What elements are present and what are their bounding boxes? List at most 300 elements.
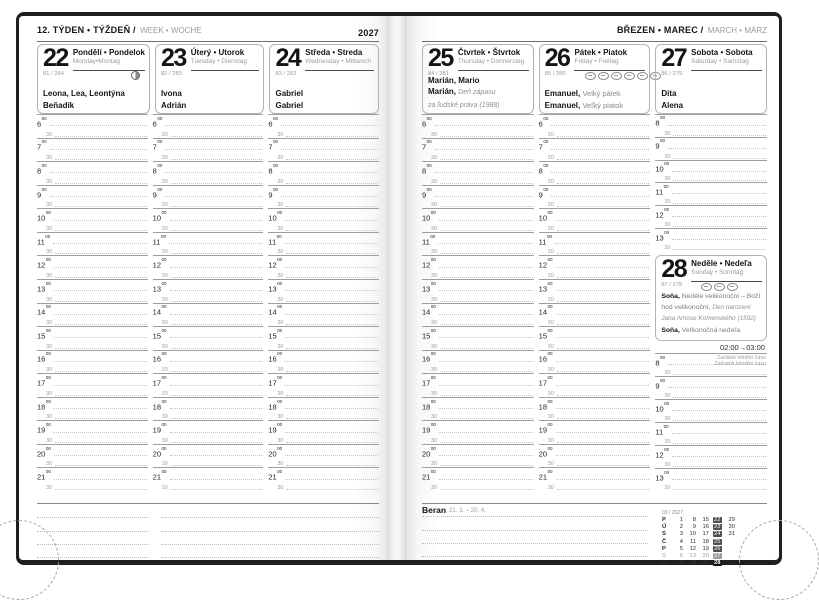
name-day-line <box>545 87 647 98</box>
month-title-intl: MARCH • MÄRZ <box>707 26 767 35</box>
hour-block-10 <box>153 208 264 232</box>
hour-minutes-superscript: 00 <box>276 233 282 239</box>
half-hour-label: 30 <box>431 414 438 421</box>
half-hour-label: 30 <box>664 370 671 376</box>
hour-block-10 <box>539 208 651 232</box>
holiday-badge-icon <box>701 283 712 291</box>
day-cards-right <box>422 44 767 114</box>
writing-line <box>170 479 263 480</box>
left-page-header <box>37 24 379 42</box>
writing-line <box>440 418 533 419</box>
writing-line <box>551 172 649 173</box>
writing-line <box>281 125 378 126</box>
hour-minutes-superscript: 00 <box>161 351 167 357</box>
notes-line <box>422 531 648 544</box>
hour-block-20 <box>37 444 148 468</box>
writing-line <box>171 371 263 372</box>
hour-minutes-superscript: 00 <box>543 139 549 145</box>
writing-line <box>170 220 263 221</box>
hour-block-8 <box>153 161 264 185</box>
hour-minutes-superscript: 00 <box>660 138 666 144</box>
half-hour-row <box>539 198 651 208</box>
half-hour-label: 30 <box>161 485 168 491</box>
half-hour-label: 30 <box>431 131 438 138</box>
name-day-entries <box>661 290 762 335</box>
hour-row <box>268 374 379 386</box>
dst-change-labels <box>714 355 766 367</box>
day-name <box>458 48 529 71</box>
half-hour-row <box>153 198 264 208</box>
hour-row <box>37 398 148 410</box>
holiday-badge-icon <box>714 283 725 291</box>
hour-minutes-superscript: 00 <box>277 304 283 310</box>
hour-row <box>268 162 379 174</box>
hour-label: $11^{00}$ <box>422 233 436 247</box>
hour-block-12 <box>268 255 379 279</box>
half-hour-label: 30 <box>277 390 284 397</box>
name-day-entries <box>661 87 763 110</box>
mini-calendar-highlight: 28 <box>714 560 721 567</box>
hour-block-15 <box>153 326 264 350</box>
writing-line <box>673 158 766 159</box>
day-name-intl: Monday•Montag <box>72 58 120 65</box>
writing-line <box>438 243 532 244</box>
hour-minutes-superscript: 00 <box>161 257 167 263</box>
half-hour-label: 30 <box>664 485 671 491</box>
hour-block-9 <box>655 137 767 160</box>
hour-label: $11^{00}$ <box>268 233 282 247</box>
hour-row <box>422 256 534 268</box>
writing-line <box>556 385 650 386</box>
hour-label: $14^{00}$ <box>268 304 283 317</box>
half-hour-row <box>268 245 379 255</box>
hour-minutes-superscript: 00 <box>277 280 283 286</box>
hour-label: $14^{00}$ <box>422 304 436 317</box>
half-hour-label: 30 <box>547 155 554 162</box>
half-hour-label: 30 <box>431 367 438 374</box>
writing-line <box>54 267 147 268</box>
time-grid <box>268 114 379 491</box>
notes-area-left <box>37 505 379 558</box>
text-segment: Emanuel, <box>544 100 583 110</box>
hour-minutes-superscript: 00 <box>547 375 553 380</box>
hour-block-17 <box>268 373 379 397</box>
writing-line <box>54 479 147 480</box>
hour-block-11 <box>37 232 148 256</box>
hour-label: $9^{00}$ <box>538 186 549 199</box>
text-segment: Soňa, <box>661 293 682 300</box>
hour-minutes-superscript: 00 <box>546 233 552 239</box>
hour-row <box>153 327 264 339</box>
half-hour-row <box>422 339 534 349</box>
hour-block-12 <box>539 255 651 279</box>
writing-line <box>286 324 378 325</box>
hour-minutes-superscript: 00 <box>543 162 549 168</box>
day-of-year-counter: 84 / 281 <box>428 71 449 77</box>
writing-line <box>672 479 766 480</box>
writing-line <box>285 337 378 338</box>
time-grids-left <box>37 114 379 491</box>
half-hour-row <box>268 269 379 279</box>
hour-minutes-superscript: 00 <box>430 210 436 216</box>
holiday-badge-icon <box>611 72 622 80</box>
writing-line <box>171 489 263 490</box>
day-number: 26 <box>544 44 570 72</box>
writing-line <box>286 183 378 184</box>
mini-calendar-cell: 15 <box>702 517 709 523</box>
half-hour-row <box>37 481 148 491</box>
hour-label: $18^{00}$ <box>37 398 51 412</box>
writing-line <box>286 442 378 443</box>
notes-line <box>161 545 379 558</box>
day-name-intl: Friday • Freitag <box>574 58 619 65</box>
hour-label: $19^{00}$ <box>152 422 167 435</box>
notes-line <box>161 532 379 545</box>
hour-block-21 <box>422 467 534 491</box>
hour-row <box>37 304 148 316</box>
hour-row <box>655 469 767 481</box>
time-grid <box>422 114 534 491</box>
hour-label: $12^{00}$ <box>655 446 670 459</box>
hour-row <box>422 351 534 363</box>
writing-line <box>286 395 378 396</box>
saturday-sunday-column <box>655 114 767 491</box>
half-hour-row <box>422 198 534 208</box>
hour-label: $8^{00}$ <box>152 162 163 176</box>
half-hour-label: 30 <box>547 225 554 232</box>
writing-line <box>673 226 766 227</box>
hour-block-13 <box>655 228 767 251</box>
hour-label: $19^{00}$ <box>37 422 51 435</box>
half-hour-row <box>539 127 651 137</box>
hour-label: $20^{00}$ <box>268 445 283 459</box>
writing-line <box>286 206 378 207</box>
hour-block-21 <box>37 467 148 491</box>
half-hour-row <box>37 363 148 373</box>
hour-row <box>153 280 264 292</box>
day-name-local: Středa • Streda <box>305 48 363 57</box>
writing-line <box>171 159 263 160</box>
writing-line <box>557 348 650 349</box>
writing-line <box>55 465 147 466</box>
name-day-entries <box>275 87 375 110</box>
writing-line <box>555 243 649 244</box>
writing-line <box>170 337 263 338</box>
hour-block-20 <box>153 444 264 468</box>
half-hour-label: 30 <box>161 225 168 232</box>
half-hour-label: 30 <box>46 272 53 279</box>
hour-row <box>153 162 264 174</box>
hour-minutes-superscript: 00 <box>45 375 51 380</box>
hour-block-12 <box>37 255 148 279</box>
half-hour-row <box>655 150 767 160</box>
hour-minutes-superscript: 00 <box>277 445 283 451</box>
half-hour-label: 30 <box>46 155 53 162</box>
hour-label: $14^{00}$ <box>152 304 167 317</box>
writing-line <box>171 230 263 231</box>
hour-label: $15^{00}$ <box>268 327 283 341</box>
hour-minutes-superscript: 00 <box>430 280 436 286</box>
name-day-line <box>661 87 763 98</box>
text-segment: Gabriel <box>275 89 304 99</box>
half-hour-row <box>153 151 264 161</box>
half-hour-label: 30 <box>547 414 554 421</box>
day-number: 22 <box>43 44 68 72</box>
writing-line <box>171 253 263 254</box>
name-day-line <box>161 87 261 98</box>
half-hour-label: 30 <box>431 178 438 185</box>
hour-minutes-superscript: 00 <box>277 351 283 357</box>
writing-line <box>439 432 533 433</box>
half-hour-row <box>655 218 767 228</box>
half-hour-label: 30 <box>277 437 284 444</box>
writing-line <box>440 395 533 396</box>
hour-minutes-superscript: 00 <box>663 183 669 189</box>
half-hour-row <box>539 363 651 373</box>
hour-row <box>37 233 148 245</box>
hour-block-12 <box>655 205 767 228</box>
hour-minutes-superscript: 00 <box>426 186 432 192</box>
mini-calendar-cell: 10 <box>689 531 696 538</box>
hour-label: $6^{00}$ <box>422 115 432 129</box>
dst-change-time: 02:00→03:00 <box>719 343 765 352</box>
name-day-line <box>161 99 261 110</box>
half-hour-row <box>153 316 264 326</box>
hour-minutes-superscript: 00 <box>45 469 51 475</box>
hour-row <box>268 233 379 245</box>
hour-block-10 <box>655 399 767 422</box>
half-hour-row <box>422 269 534 279</box>
half-hour-label: 30 <box>664 416 671 422</box>
dst-label-sk: Začiatok letného času <box>714 361 766 368</box>
day-number: 24 <box>275 44 301 72</box>
hour-row <box>655 206 767 218</box>
hour-row <box>153 374 264 386</box>
half-hour-label: 30 <box>277 225 284 232</box>
writing-line <box>557 301 650 302</box>
mini-calendar-cell: 12 <box>689 545 696 552</box>
hour-label: $18^{00}$ <box>268 398 283 412</box>
half-hour-row <box>268 363 379 373</box>
name-day-entries <box>545 87 647 110</box>
mini-calendar-day-label: S <box>662 531 666 538</box>
writing-line <box>54 290 147 291</box>
hour-block-10 <box>37 208 148 232</box>
hour-row <box>539 374 651 386</box>
hour-row <box>539 186 651 198</box>
writing-line <box>557 465 650 466</box>
mini-calendar-cell: 31 <box>728 531 735 538</box>
diary-cover <box>16 12 782 565</box>
half-hour-label: 30 <box>431 343 438 350</box>
writing-line <box>673 203 766 204</box>
hour-minutes-superscript: 00 <box>277 398 283 404</box>
writing-line <box>439 314 533 315</box>
half-hour-row <box>37 127 148 137</box>
hour-label: $7^{00}$ <box>538 139 549 152</box>
half-hour-label: 30 <box>547 178 554 185</box>
hour-row <box>153 351 264 363</box>
day-name-intl: Sunday • Sonntag <box>691 269 744 276</box>
hour-row <box>539 327 651 339</box>
half-hour-row <box>268 387 379 397</box>
writing-line <box>556 290 650 291</box>
mini-calendar-header: 03 / 2027 <box>662 510 683 516</box>
hour-row <box>422 280 534 292</box>
hour-block-9 <box>539 185 651 209</box>
hour-label: $20^{00}$ <box>152 445 167 459</box>
hour-block-10 <box>655 160 767 183</box>
writing-line <box>281 196 378 197</box>
hour-label: $8^{00}$ <box>655 354 666 367</box>
hour-block-13 <box>422 279 534 303</box>
writing-line <box>170 290 263 291</box>
hour-label: $18^{00}$ <box>538 398 553 412</box>
writing-line <box>286 277 378 278</box>
name-day-line <box>661 290 762 324</box>
hour-minutes-superscript: 00 <box>161 210 167 216</box>
name-day-line <box>661 324 762 335</box>
half-hour-label: 30 <box>46 343 53 350</box>
half-hour-row <box>37 457 148 467</box>
name-day-entries <box>43 87 146 110</box>
hour-block-6 <box>422 114 534 138</box>
half-hour-row <box>268 410 379 420</box>
writing-line <box>286 348 378 349</box>
writing-line <box>55 348 147 349</box>
half-hour-row <box>37 174 148 184</box>
hour-row <box>422 139 534 151</box>
mini-calendar-row <box>662 517 763 524</box>
hour-block-17 <box>422 373 534 397</box>
hour-minutes-superscript: 00 <box>547 398 553 404</box>
hour-block-11 <box>153 232 264 256</box>
half-hour-row <box>539 434 651 444</box>
hour-label: $10^{00}$ <box>655 400 670 413</box>
hour-label: $16^{00}$ <box>268 351 283 364</box>
day-name <box>73 48 145 71</box>
half-hour-label: 30 <box>161 437 168 444</box>
day-name-intl: Wednesday • Mittwoch <box>305 58 372 65</box>
hour-label: $7^{00}$ <box>422 139 432 152</box>
hour-minutes-superscript: 00 <box>157 115 163 121</box>
writing-line <box>285 455 378 456</box>
hour-block-17 <box>37 373 148 397</box>
half-hour-label: 30 <box>277 155 284 162</box>
writing-line <box>435 172 533 173</box>
hour-label: $10^{00}$ <box>152 210 167 223</box>
hour-row <box>539 398 651 410</box>
hour-row <box>655 423 767 435</box>
half-hour-label: 30 <box>547 202 554 209</box>
half-hour-row <box>37 151 148 161</box>
dst-label-cz: Začátek letního času <box>717 355 766 361</box>
text-segment: Veľkonočná nedeľa <box>681 326 741 334</box>
hour-minutes-superscript: 00 <box>426 139 432 145</box>
day-name-intl: Saturday • Samstag <box>691 58 749 65</box>
writing-line <box>440 324 533 325</box>
hour-label: $11^{00}$ <box>37 233 51 247</box>
hour-row <box>153 421 264 433</box>
time-grid <box>153 114 264 491</box>
hour-minutes-superscript: 00 <box>273 186 279 192</box>
half-hour-row <box>539 292 651 302</box>
writing-line <box>55 230 147 231</box>
hour-minutes-superscript: 00 <box>277 469 283 475</box>
writing-line <box>556 220 650 221</box>
half-hour-row <box>268 292 379 302</box>
writing-line <box>556 479 650 480</box>
holiday-country-badges <box>585 72 661 80</box>
day-name-local: Pondělí • Pondelok <box>72 48 145 57</box>
half-hour-label: 30 <box>277 131 284 138</box>
half-hour-label: 30 <box>277 202 284 209</box>
holiday-country-badges <box>701 283 738 291</box>
hour-row <box>37 445 148 457</box>
half-hour-label: 30 <box>161 249 168 256</box>
hour-block-16 <box>422 350 534 374</box>
mini-calendar-cell: 11 <box>689 538 696 545</box>
writing-line <box>556 337 650 338</box>
writing-line <box>55 442 147 443</box>
writing-line <box>54 432 147 433</box>
writing-line <box>551 149 649 150</box>
hour-block-14 <box>37 303 148 327</box>
hour-block-11 <box>422 232 534 256</box>
mini-calendar-cell: 29 <box>728 517 735 523</box>
day-number: 27 <box>661 44 687 72</box>
hour-minutes-superscript: 00 <box>277 210 283 216</box>
mini-calendar-day-label: Č <box>662 538 667 545</box>
hour-block-18 <box>37 397 148 421</box>
writing-line <box>673 180 766 181</box>
hour-minutes-superscript: 00 <box>45 398 51 404</box>
hour-row <box>153 186 264 198</box>
hour-label: $16^{00}$ <box>422 351 436 364</box>
writing-line <box>668 387 766 388</box>
mini-calendar-row <box>662 524 763 531</box>
hour-minutes-superscript: 00 <box>160 233 166 239</box>
half-hour-row <box>655 458 767 468</box>
hour-row <box>153 398 264 410</box>
half-hour-label: 30 <box>277 343 284 350</box>
writing-line <box>54 314 147 315</box>
hour-row <box>422 398 534 410</box>
hour-label: $11^{00}$ <box>538 233 552 247</box>
mini-calendar-day-label: Ú <box>662 524 667 531</box>
hour-label: $19^{00}$ <box>268 422 283 435</box>
half-hour-label: 30 <box>547 485 554 491</box>
hour-label: $16^{00}$ <box>37 351 51 364</box>
text-segment: Alena <box>661 100 684 110</box>
half-hour-row <box>153 245 264 255</box>
day-of-year-counter: 87 / 278 <box>661 282 683 288</box>
writing-line <box>439 361 533 362</box>
hour-block-6 <box>268 114 379 138</box>
mini-calendar-cell: 5 <box>679 545 683 552</box>
hour-row <box>422 445 534 457</box>
hour-minutes-superscript: 00 <box>664 400 670 406</box>
half-hour-row <box>539 269 651 279</box>
mini-calendar-cell <box>709 553 722 560</box>
half-hour-label: 30 <box>277 178 284 185</box>
hour-label: $9^{00}$ <box>422 186 432 199</box>
half-hour-row <box>153 339 264 349</box>
text-segment: Gabriel <box>275 100 304 110</box>
writing-line <box>285 432 378 433</box>
half-hour-label: 30 <box>431 202 438 209</box>
hour-minutes-superscript: 00 <box>45 257 51 263</box>
